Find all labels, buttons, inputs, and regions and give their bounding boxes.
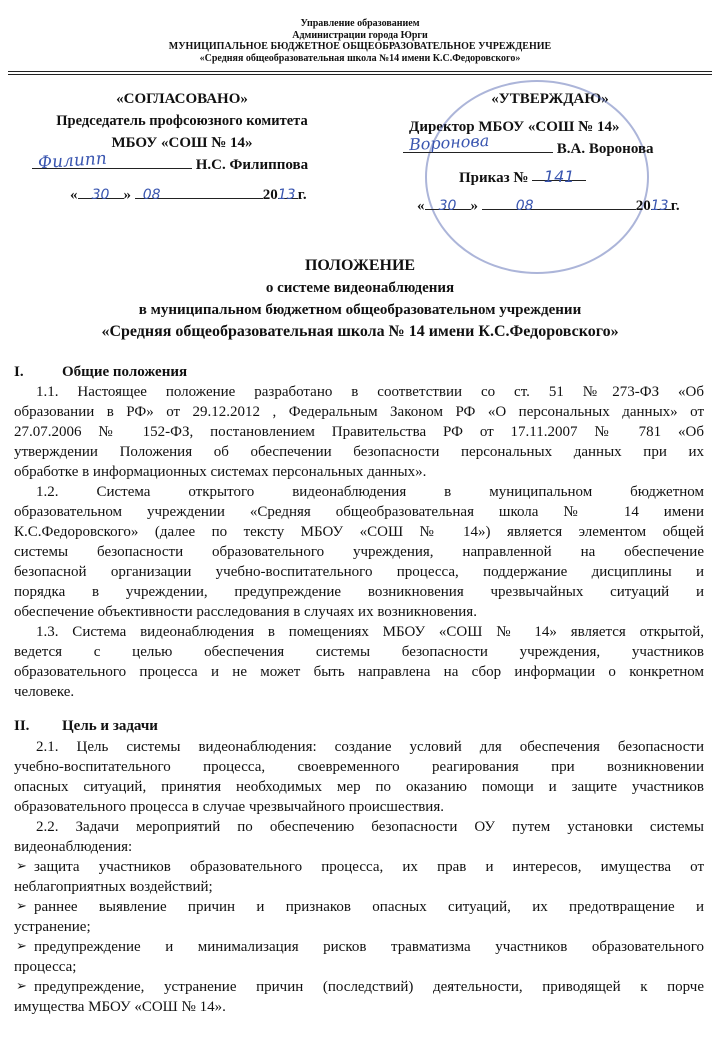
letterhead xyxy=(0,18,720,64)
date-year-prefix: 20 xyxy=(635,198,651,214)
list-item: ➢ раннее выявление причин и признаков опасных ситуаций, их предотвращение и xyxy=(14,897,704,917)
text-line: образовательном учреждении «Средняя общеобразовательная школа № 14 имени xyxy=(14,504,704,520)
text-line: К.С.Федоровского» (далее по тексту МБОУ «СОШ № 14») является элементом общей xyxy=(14,524,704,540)
approved-role: Директор МБОУ «СОШ № 14» xyxy=(409,119,620,135)
approved-signature-row xyxy=(395,130,705,160)
order-row xyxy=(395,166,705,189)
text-line: образовательного процесса в случае чрезвычайного происшествия. xyxy=(14,799,444,815)
order-label: Приказ № xyxy=(459,170,529,186)
letterhead-line: МУНИЦИПАЛЬНОЕ БЮДЖЕТНОЕ ОБЩЕОБРАЗОВАТЕЛЬНОЕ УЧРЕЖДЕНИЕ xyxy=(168,41,552,52)
section-number: II. xyxy=(14,718,30,734)
letterhead-divider xyxy=(8,71,712,72)
text-line: 2.1. Цель системы видеонаблюдения: создание условий для обеспечения безопасности xyxy=(36,739,704,755)
date-quote: » xyxy=(123,187,131,203)
section-heading xyxy=(14,364,187,381)
text-line: безопасной организации учебно-воспитательного процесса, поддержание дисциплины и xyxy=(14,564,704,580)
title-line: «Средняя общеобразовательная школа № 14 имени К.С.Федоровского» xyxy=(101,323,619,340)
text-line: неблагоприятных воздействий; xyxy=(14,879,213,895)
section-number: I. xyxy=(14,364,24,380)
text-line: образовании в РФ» от 29.12.2012 , Федеральным Законом РФ «О персональных данных» от xyxy=(14,404,704,420)
agreed-date-row xyxy=(22,184,342,206)
section-title: Общие положения xyxy=(62,364,188,380)
date-suffix: г. xyxy=(297,187,307,203)
date-quote: « xyxy=(70,187,78,203)
list-item: ➢ защита участников образовательного процесса, их прав и интересов, имущества от xyxy=(14,857,704,877)
approved-date-row xyxy=(395,195,705,217)
approved-block xyxy=(395,88,705,217)
title-line: ПОЛОЖЕНИЕ xyxy=(304,257,416,274)
text-line: ведется с целью обеспечения системы безопасности учреждения, участников xyxy=(14,644,704,660)
date-day: 30 xyxy=(91,187,110,203)
agreed-heading: «СОГЛАСОВАНО» xyxy=(116,91,248,107)
text-line: образовательного процесса и не может быть направлена на сбор информации о конкретном xyxy=(14,664,704,680)
date-month: 08 xyxy=(515,198,534,214)
agreed-signature-row xyxy=(22,148,342,176)
letterhead-divider xyxy=(8,74,712,75)
text-line: видеонаблюдения: xyxy=(14,839,133,855)
date-quote: » xyxy=(470,198,478,214)
letterhead-line: Управление образованием xyxy=(300,18,420,29)
date-year-prefix: 20 xyxy=(262,187,278,203)
text-line: 27.07.2006 № 152-ФЗ, постановлением Правительства РФ от 17.11.2007 № 781 «Об xyxy=(14,424,704,440)
text-line: человеке. xyxy=(14,684,75,700)
handwritten-signature: Воронова xyxy=(408,130,490,155)
section-title: Цель и задачи xyxy=(62,718,158,734)
text-line: системы безопасности образовательного учреждения, направленной на обеспечение xyxy=(14,544,704,560)
text-line: учебно-воспитательного процесса, своевременного реагирования при возникновении xyxy=(14,759,704,775)
order-number: 141 xyxy=(543,167,575,186)
text-line: утверждении Положения об обеспечении безопасности персональных данных при их xyxy=(14,444,704,460)
text-line: процесса; xyxy=(14,959,77,975)
date-year-field xyxy=(650,195,671,214)
order-number-field xyxy=(532,166,586,186)
document-title xyxy=(0,255,720,343)
date-year-field xyxy=(277,184,298,203)
date-quote: « xyxy=(417,198,425,214)
date-month-field xyxy=(135,184,263,203)
agreed-block xyxy=(22,88,342,206)
text-line: 1.3. Система видеонаблюдения в помещениях МБОУ «СОШ № 14» является открытой, xyxy=(36,624,704,640)
date-year: 13 xyxy=(277,187,296,203)
section-body xyxy=(14,382,704,702)
date-day-field xyxy=(425,195,471,214)
text-line: обеспечение объективности расследования в случаях их возникновения. xyxy=(14,604,477,620)
letterhead-line: «Средняя общеобразовательная школа №14 имени К.С.Федоровского» xyxy=(199,52,521,64)
date-month-field xyxy=(482,195,636,214)
title-line: о системе видеонаблюдения xyxy=(265,280,455,296)
section-heading xyxy=(14,718,158,735)
date-year: 13 xyxy=(650,198,669,214)
date-day: 30 xyxy=(438,198,457,214)
handwritten-signature: Филипп xyxy=(37,148,108,174)
text-line: опасных ситуаций, принятия необходимых мер по оказанию помощи и защите участников xyxy=(14,779,704,795)
list-item: ➢ предупреждение, устранение причин (последствий) деятельности, приводящей к порче xyxy=(14,977,704,997)
section-body xyxy=(14,737,704,1017)
text-line: имущества МБОУ «СОШ № 14». xyxy=(14,999,226,1015)
date-day-field xyxy=(78,184,124,203)
text-line: устранение; xyxy=(14,919,91,935)
letterhead-line: Администрации города Юрги xyxy=(292,29,428,41)
text-line: обработке в информационных системах персональных данных». xyxy=(14,464,427,480)
approved-heading: «УТВЕРЖДАЮ» xyxy=(491,91,609,107)
text-line: 1.2. Система открытого видеонаблюдения в муниципальном бюджетном xyxy=(36,484,704,500)
agreed-name: Н.С. Филиппова xyxy=(195,157,309,173)
text-line: 2.2. Задачи мероприятий по обеспечению безопасности ОУ путем установки системы xyxy=(36,819,704,835)
date-suffix: г. xyxy=(670,198,680,214)
title-line: в муниципальном бюджетном общеобразовательном учреждении xyxy=(138,302,582,318)
agreed-role-org: МБОУ «СОШ № 14» xyxy=(111,135,253,151)
text-line: 1.1. Настоящее положение разработано в соответствии со ст. 51 №273-ФЗ «Об xyxy=(36,384,704,400)
agreed-role: Председатель профсоюзного комитета xyxy=(56,113,308,129)
text-line: порядка в учреждении, предупреждение возникновения чрезвычайных ситуаций и xyxy=(14,584,704,600)
date-month: 08 xyxy=(142,187,161,203)
list-item: ➢ предупреждение и минимализация рисков травматизма участников образовательного xyxy=(14,937,704,957)
approved-name: В.А. Воронова xyxy=(556,141,654,157)
